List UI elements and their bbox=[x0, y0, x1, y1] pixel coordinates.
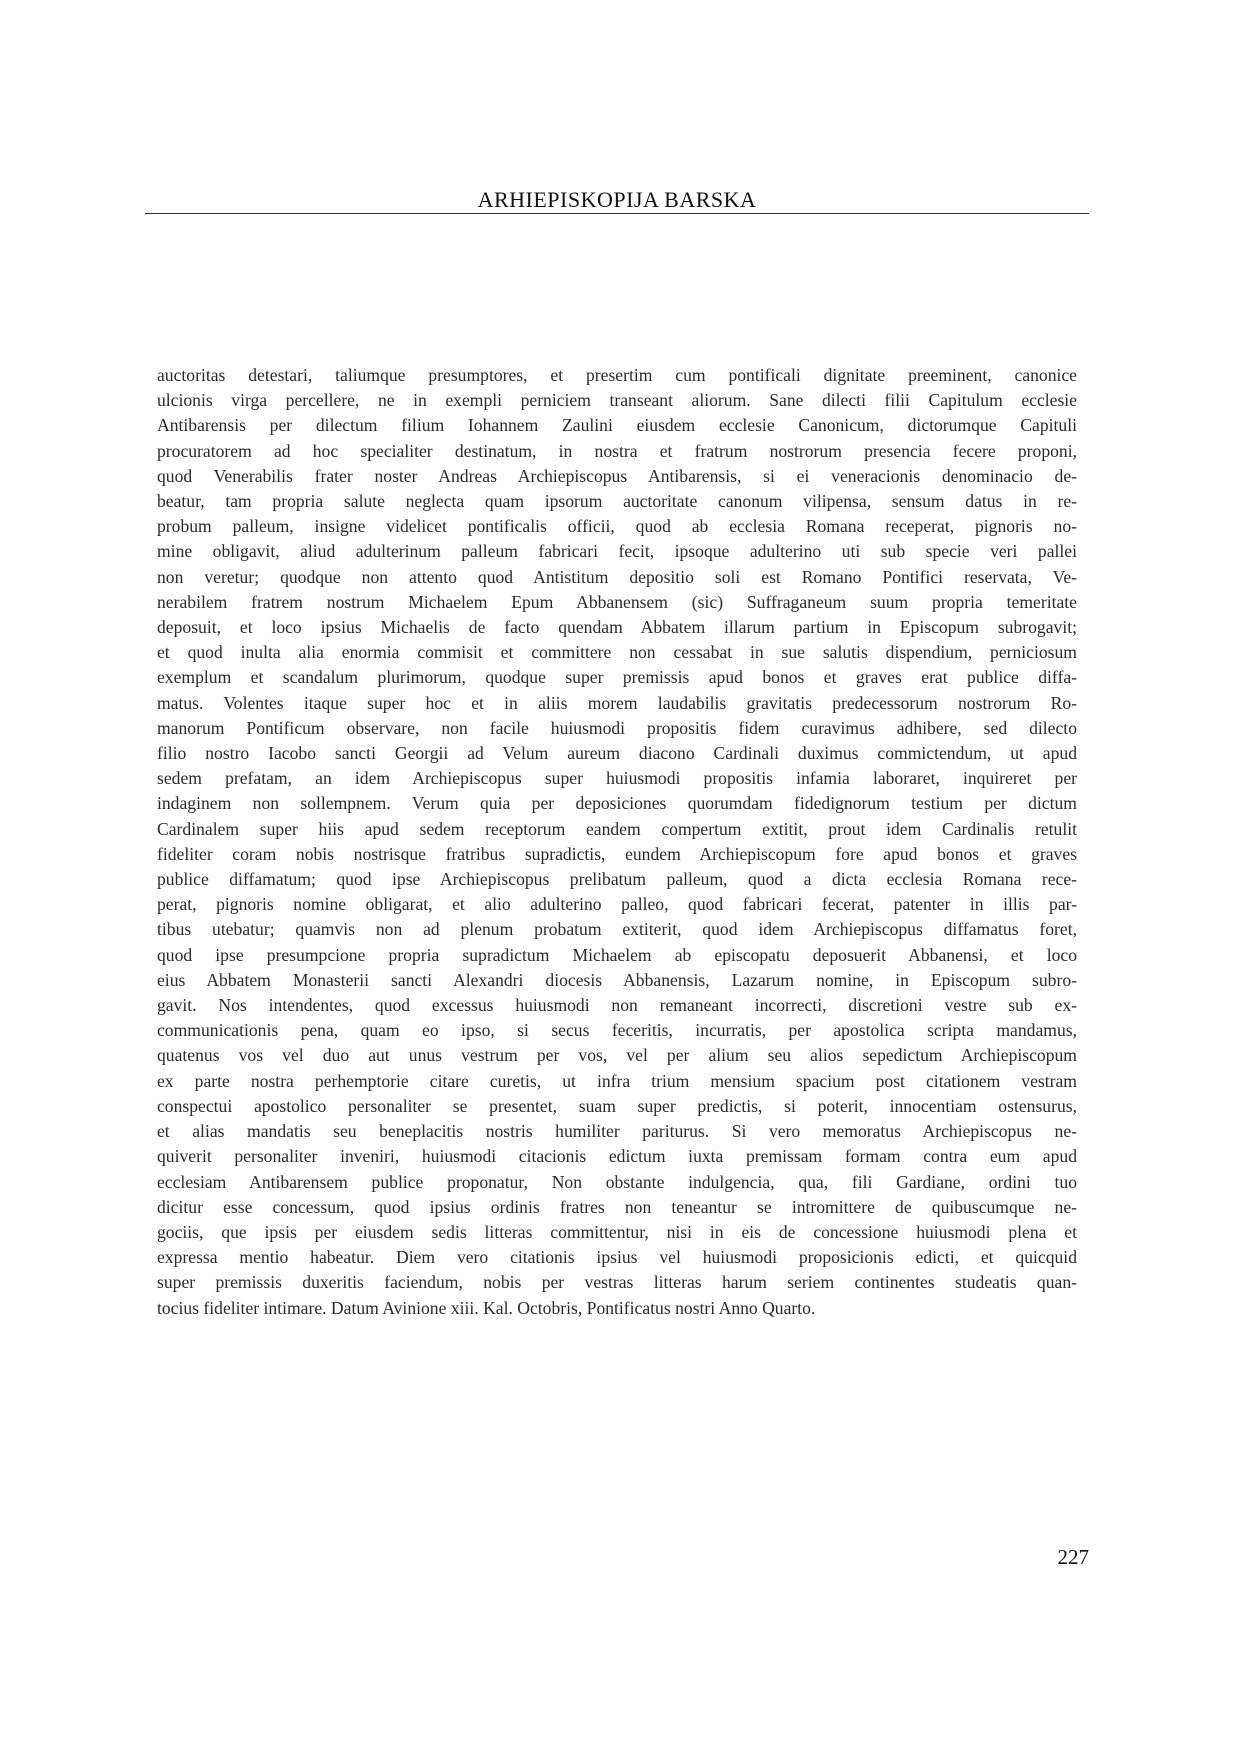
text-line: tibus utebatur; quamvis non ad plenum probatum extiterit, quod idem Archiepiscopus diffamatus foret, bbox=[157, 919, 1077, 940]
text-line: auctoritas detestari, taliumque presumptores, et presertim cum pontificali dignitate preeminent, canonice bbox=[157, 365, 1077, 385]
body-text bbox=[157, 363, 1077, 1321]
text-line: communicationis pena, quam eo ipso, si secus feceritis, incurratis, per apostolica scripta mandamus, bbox=[157, 1020, 1077, 1041]
text-line: gociis, que ipsis per eiusdem sedis litteras committentur, nisi in eis de concessione huiusmodi plena et bbox=[157, 1221, 1077, 1242]
text-line: quiverit personaliter inveniri, huiusmodi citacionis edictum iuxta premissam formam contra eum apud bbox=[157, 1146, 1077, 1167]
text-line: filio nostro Iacobo sancti Georgii ad Velum aureum diacono Cardinali duximus commictendum, ut apud bbox=[157, 743, 1077, 764]
text-line: nerabilem fratrem nostrum Michaelem Epum Abbanensem (sic) Suffraganeum suum propria temeritate bbox=[157, 591, 1077, 612]
text-line: gavit. Nos intendentes, quod excessus huiusmodi non remaneant incorrecti, discretioni vestre sub ex- bbox=[157, 995, 1077, 1016]
text-line: dicitur esse concessum, quod ipsius ordinis fratres non teneantur se intromittere de quibuscumque ne- bbox=[157, 1196, 1077, 1217]
text-line: sedem prefatam, an idem Archiepiscopus super huiusmodi propositis infamia laboraret, inquireret per bbox=[157, 768, 1077, 789]
text-line: tocius fideliter intimare. Datum Avinione xiii. Kal. Octobris, Pontificatus nostri Anno Quarto. bbox=[157, 1297, 816, 1318]
page-number: 227 bbox=[1057, 1545, 1089, 1569]
text-line: deposuit, et loco ipsius Michaelis de facto quendam Abbatem illarum partium in Episcopum subrogavit; bbox=[157, 617, 1077, 638]
text-line: quatenus vos vel duo aut unus vestrum per vos, vel per alium seu alios sepedictum Archiepiscopum bbox=[157, 1045, 1077, 1066]
text-line: expressa mentio habeatur. Diem vero citationis ipsius vel huiusmodi proposicionis edicti, et quicquid bbox=[157, 1247, 1077, 1268]
text-line: exemplum et scandalum plurimorum, quodque super premissis apud bonos et graves erat publice diffa- bbox=[157, 667, 1077, 688]
text-line: et alias mandatis seu beneplacitis nostris humiliter pariturus. Si vero memoratus Archiepiscopus ne- bbox=[157, 1121, 1077, 1142]
text-line: non veretur; quodque non attento quod Antistitum depositio soli est Romano Pontifici reservata, Ve- bbox=[157, 566, 1077, 587]
text-line: eius Abbatem Monasterii sancti Alexandri diocesis Abbanensis, Lazarum nomine, in Episcopum subro- bbox=[157, 969, 1077, 990]
text-line: perat, pignoris nomine obligarat, et alio adulterino palleo, quod fabricari fecerat, patenter in illis par- bbox=[157, 894, 1077, 915]
text-line: conspectui apostolico personaliter se presentet, suam super predictis, si poterit, innocentiam ostensurus, bbox=[157, 1095, 1077, 1116]
text-line: procuratorem ad hoc specialiter destinatum, in nostra et fratrum nostrorum presencia fecere proponi, bbox=[157, 440, 1077, 461]
text-line: publice diffamatum; quod ipse Archiepiscopus prelibatum palleum, quod a dicta ecclesia Romana rece- bbox=[157, 869, 1077, 890]
text-line: Antibarensis per dilectum filium Iohannem Zaulini eiusdem ecclesie Canonicum, dictorumque Capituli bbox=[157, 415, 1077, 436]
header-rule bbox=[145, 213, 1089, 214]
text-line: ulcionis virga percellere, ne in exempli perniciem transeant aliorum. Sane dilecti filii Capitulum ecclesie bbox=[157, 390, 1077, 411]
text-line: probum palleum, insigne videlicet pontificalis officii, quod ab ecclesia Romana receperat, pignoris no- bbox=[157, 516, 1077, 537]
text-line: quod ipse presumpcione propria supradictum Michaelem ab episcopatu deposuerit Abbanensi, et loco bbox=[157, 944, 1077, 965]
text-line: et quod inulta alia enormia commisit et committere non cessabat in sue salutis dispendium, perniciosum bbox=[157, 642, 1077, 663]
text-line: beatur, tam propria salute neglecta quam ipsorum auctoritate canonum vilipensa, sensum datus in re- bbox=[157, 491, 1077, 512]
text-line: indaginem non sollempnem. Verum quia per deposiciones quorumdam fidedignorum testium per dictum bbox=[157, 793, 1077, 814]
text-line: super premissis duxeritis faciendum, nobis per vestras litteras harum seriem continentes studeatis quan- bbox=[157, 1272, 1077, 1293]
text-line: ecclesiam Antibarensem publice proponatur, Non obstante indulgencia, qua, fili Gardiane, ordini tuo bbox=[157, 1171, 1077, 1192]
running-head: ARHIEPISKOPIJA BARSKA bbox=[477, 187, 757, 212]
text-line: matus. Volentes itaque super hoc et in aliis morem laudabilis gravitatis predecessorum nostrorum Ro- bbox=[157, 692, 1077, 713]
text-line: quod Venerabilis frater noster Andreas Archiepiscopus Antibarensis, si ei veneracionis denominacio de- bbox=[157, 465, 1077, 486]
text-line: mine obligavit, aliud adulterinum palleum fabricari fecit, ipsoque adulterino uti sub specie veri pallei bbox=[157, 541, 1077, 562]
text-line: fideliter coram nobis nostrisque fratribus supradictis, eundem Archiepiscopum fore apud bonos et graves bbox=[157, 843, 1077, 864]
text-line: Cardinalem super hiis apud sedem receptorum eandem compertum extitit, prout idem Cardinalis retulit bbox=[157, 818, 1077, 839]
text-line: ex parte nostra perhemptorie citare curetis, ut infra trium mensium spacium post citationem vestram bbox=[157, 1070, 1077, 1091]
text-line: manorum Pontificum observare, non facile huiusmodi propositis fidem curavimus adhibere, sed dilecto bbox=[157, 717, 1077, 738]
